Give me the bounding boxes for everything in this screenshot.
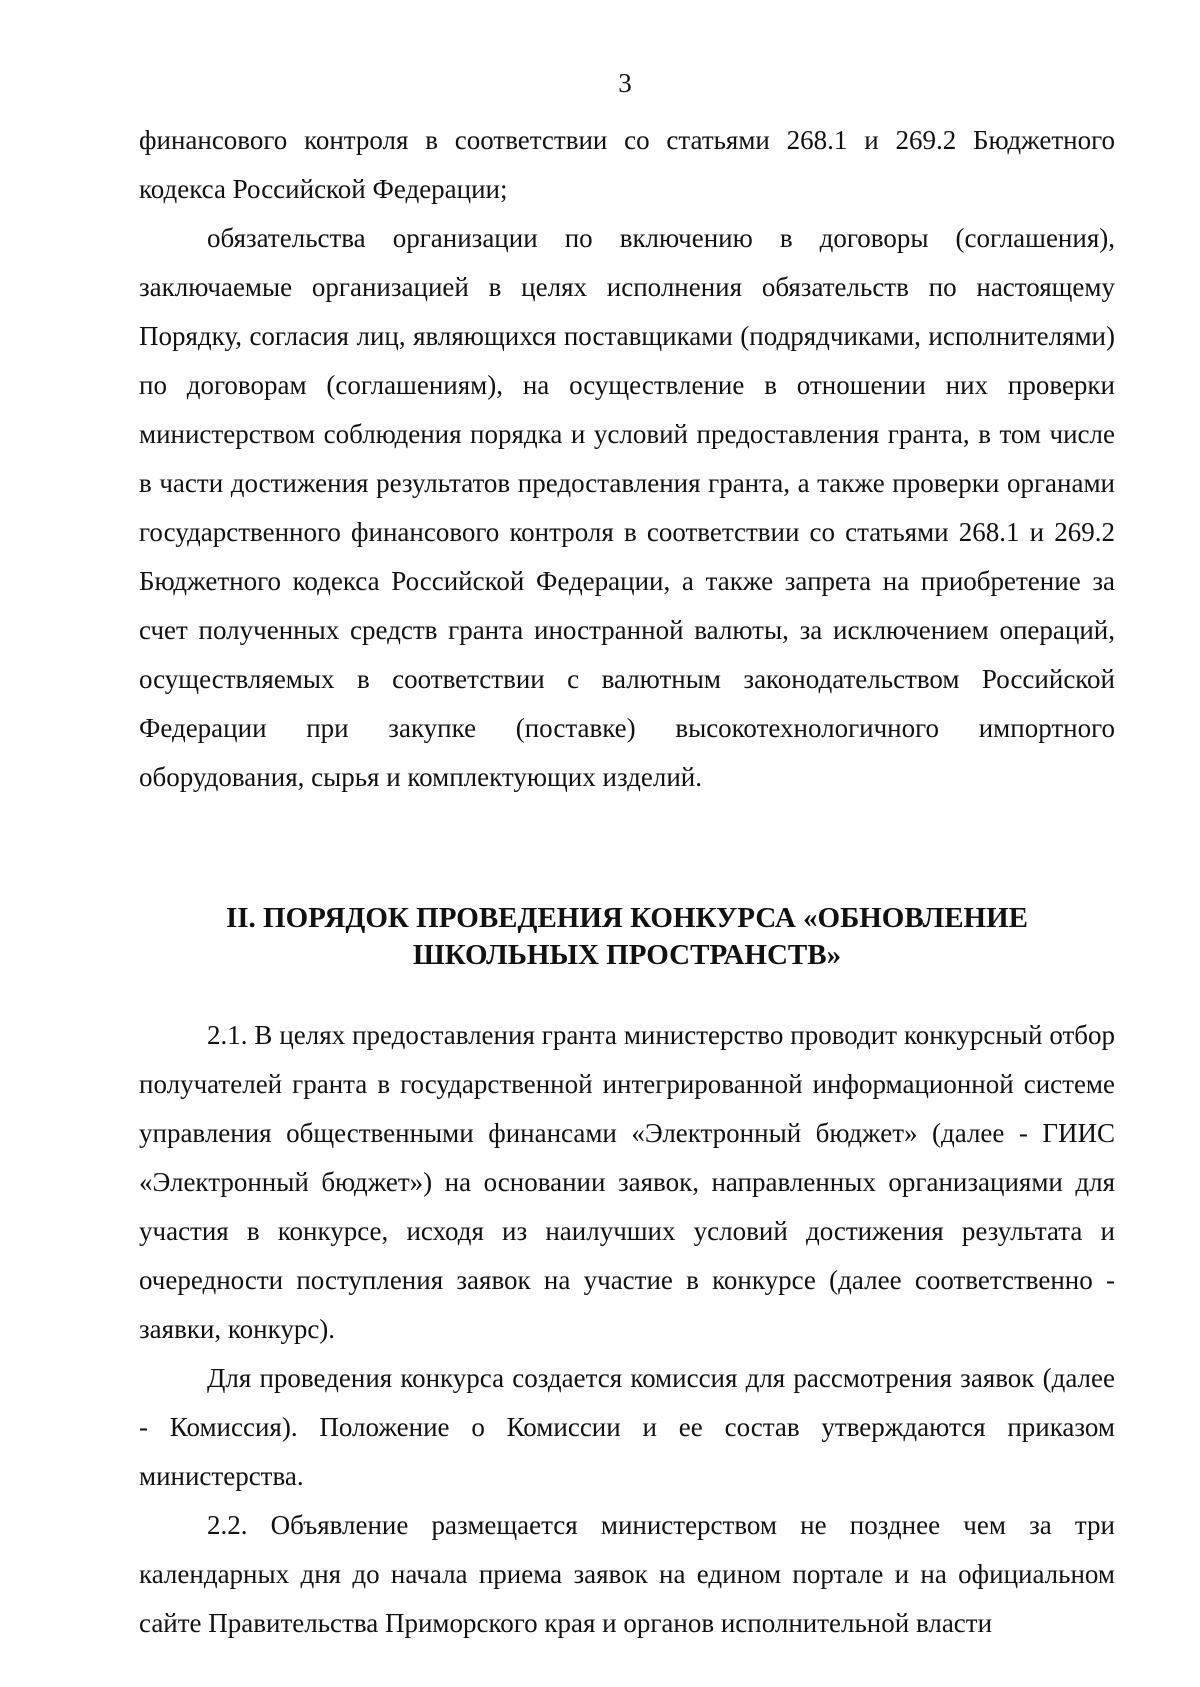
- body-text-top: [139, 116, 1115, 802]
- paragraph-2-2: 2.2. Объявление размещается министерством не позднее чем за три календарных дня до начала приема заявок на едином портале и на официальном сайте Правительства Приморского края и органов исполнительной власти: [139, 1510, 1115, 1638]
- section-heading: [139, 900, 1115, 974]
- paragraph-continuation: финансового контроля в соответствии со статьями 268.1 и 269.2 Бюджетного кодекса Российской Федерации;: [139, 125, 1115, 204]
- body-text-bottom: [139, 1011, 1115, 1648]
- section-heading-line-2: ШКОЛЬНЫХ ПРОСТРАНСТВ»: [412, 939, 842, 971]
- page-number: 3: [618, 68, 632, 98]
- paragraph-obligations: обязательства организации по включению в договоры (соглашения), заключаемые организацией в целях исполнения обязательств по настоящему Порядку, согласия лиц, являющихся поставщиками (подрядчиками, исполнителями) по договорам (соглашениям), на осуществление в отношении них проверки министерством соблюдения порядка и условий предоставления гранта, в том числе в части достижения результатов предоставления гранта, а также проверки органами государственного финансового контроля в соответствии со статьями 268.1 и 269.2 Бюджетного кодекса Российской Федерации, а также запрета на приобретение за счет полученных средств гранта иностранной валюты, за исключением операций, осуществляемых в соответствии с валютным законодательством Российской Федерации при закупке (поставке) высокотехнологичного импортного оборудования, сырья и комплектующих изделий.: [139, 223, 1115, 792]
- paragraph-2-1: 2.1. В целях предоставления гранта министерство проводит конкурсный отбор получателей гранта в государственной интегрированной информационной системе управления общественными финансами «Электронный бюджет» (далее - ГИИС «Электронный бюджет») на основании заявок, направленных организациями для участия в конкурсе, исходя из наилучших условий достижения результата и очередности поступления заявок на участие в конкурсе (далее соответственно - заявки, конкурс).: [139, 1020, 1115, 1344]
- paragraph-commission: Для проведения конкурса создается комиссия для рассмотрения заявок (далее - Комиссия). Положение о Комиссии и ее состав утверждаются приказом министерства.: [139, 1363, 1115, 1491]
- section-heading-line-1: II. ПОРЯДОК ПРОВЕДЕНИЯ КОНКУРСА «ОБНОВЛЕНИЕ: [225, 902, 1029, 934]
